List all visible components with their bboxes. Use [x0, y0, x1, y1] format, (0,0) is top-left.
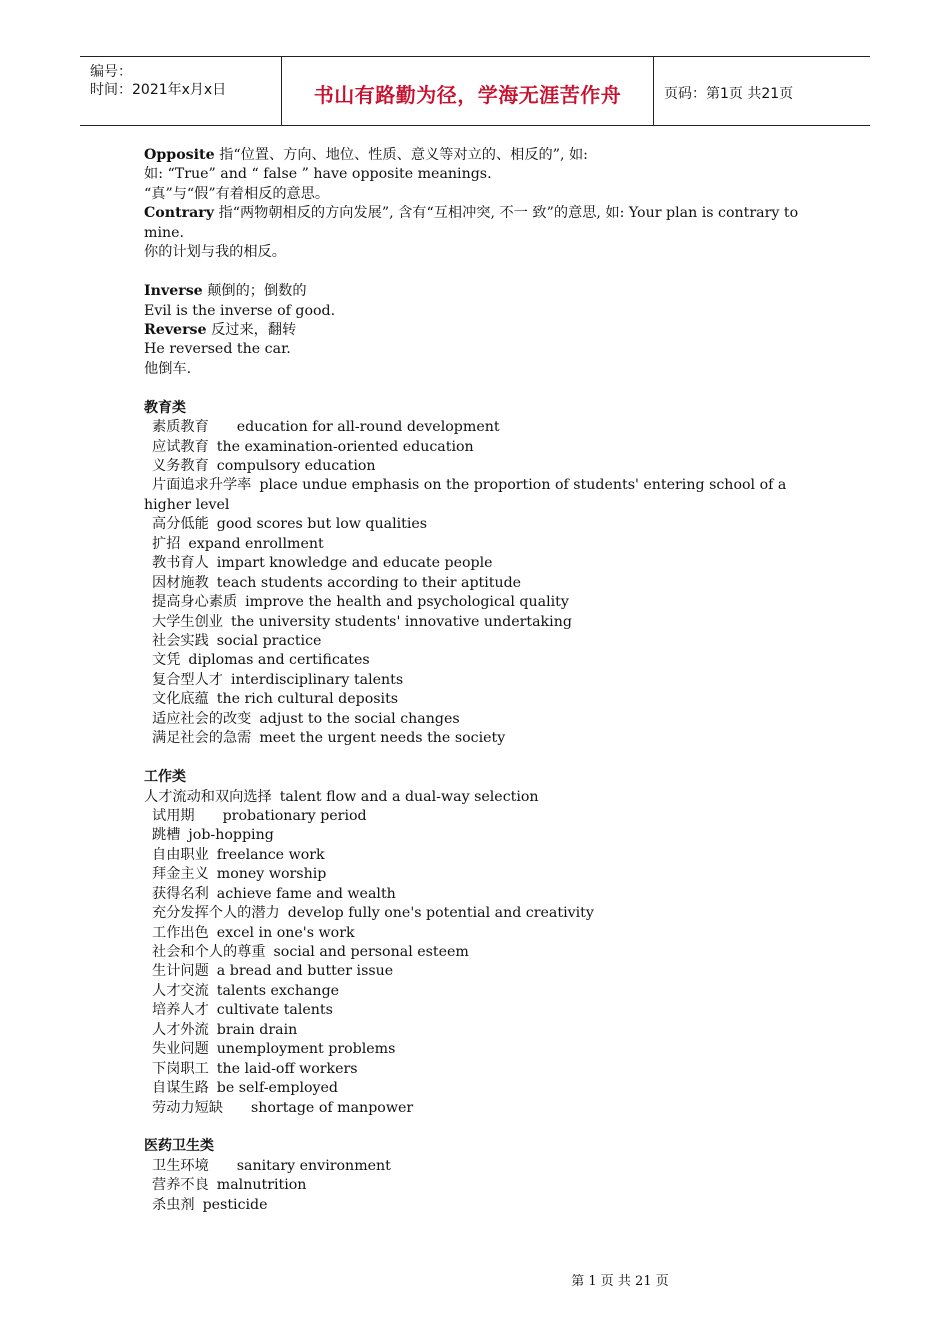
term-en: good scores but low qualities — [216, 516, 428, 533]
term-en: brain drain — [216, 1021, 298, 1038]
term-cn: 片面追求升学率 — [152, 477, 252, 494]
term-cn: 高分低能 — [152, 516, 209, 533]
section-title-education: 教育类 — [144, 399, 186, 416]
document-body — [144, 146, 804, 1215]
term-en: place undue emphasis on the proportion of students' entering school of a higher level — [144, 477, 787, 513]
term-en: impart knowledge and educate people — [216, 555, 493, 572]
term-cn: 试用期 — [152, 807, 195, 824]
list-item — [144, 613, 804, 632]
header-meta-cell — [80, 57, 282, 125]
term-en: achieve fame and wealth — [216, 885, 396, 902]
opposite-def-text: 指“位置、方向、地位、性质、意义等对立的、相反的”, 如: — [214, 147, 588, 163]
document-date-label: 时间：2021年x月x日 — [90, 82, 227, 98]
inverse-definition — [144, 282, 804, 301]
list-item — [144, 865, 804, 884]
term-cn: 人才外流 — [152, 1021, 209, 1038]
list-item — [144, 554, 804, 573]
page-footer: 第 1 页 共 21 页 — [571, 1274, 669, 1289]
term-cn: 提高身心素质 — [152, 594, 238, 611]
term-cn: 卫生环境 — [152, 1157, 209, 1174]
term-cn: 生计问题 — [152, 963, 209, 980]
term-en: teach students according to their aptitude — [216, 574, 522, 591]
term-cn: 营养不良 — [152, 1177, 209, 1194]
list-item — [144, 826, 804, 845]
list-item — [144, 457, 804, 476]
term-en: money worship — [216, 866, 327, 883]
header-motto-cell — [282, 57, 654, 125]
term-cn: 扩招 — [152, 535, 181, 552]
term-en: develop fully one's potential and creativity — [287, 905, 594, 922]
inverse-def-text: 颠倒的；倒数的 — [202, 283, 307, 300]
list-item — [144, 476, 804, 515]
list-item — [144, 671, 804, 690]
term-cn: 复合型人才 — [152, 671, 223, 688]
list-item — [144, 943, 804, 962]
term-en: job-hopping — [188, 827, 274, 844]
list-item — [144, 515, 804, 534]
list-item — [144, 1099, 804, 1118]
section-title-medical: 医药卫生类 — [144, 1138, 214, 1155]
list-item — [144, 418, 804, 437]
reverse-example-cn: 他倒车. — [144, 360, 192, 377]
term-en: social and personal esteem — [273, 944, 469, 960]
term-cn: 适应社会的改变 — [152, 710, 252, 727]
term-cn: 失业问题 — [152, 1041, 209, 1058]
term-en: malnutrition — [216, 1177, 307, 1194]
term-cn: 下岗职工 — [152, 1060, 209, 1077]
term-cn: 文凭 — [152, 652, 181, 669]
contrary-def-text: 指“两物朝相反的方向发展”, 含有“互相冲突, 不一 致”的意思, 如: Your plan is contrary to mine. — [144, 205, 799, 241]
term-cn: 应试教育 — [152, 438, 209, 455]
term-cn: 劳动力短缺 — [152, 1099, 223, 1116]
opposite-example-cn: “真”与“假”有着相反的意思。 — [144, 185, 330, 202]
term-en: the rich cultural deposits — [216, 691, 399, 708]
list-item — [144, 1176, 804, 1195]
term-en: a bread and butter issue — [216, 963, 394, 980]
list-item — [144, 1060, 804, 1079]
term-en: social practice — [216, 633, 322, 649]
list-item — [144, 904, 804, 923]
list-item — [144, 807, 804, 826]
list-item — [144, 690, 804, 709]
term-en: education for all-round development — [236, 419, 500, 436]
contrary-example-cn: 你的计划与我的相反。 — [144, 244, 286, 261]
term-cn: 工作出色 — [152, 924, 209, 941]
reverse-def-text: 反过来，翻转 — [206, 321, 297, 338]
term-en: shortage of manpower — [250, 1099, 414, 1116]
list-item — [144, 535, 804, 554]
list-item — [144, 885, 804, 904]
term-en: expand enrollment — [188, 535, 324, 552]
term-en: interdisciplinary talents — [230, 671, 404, 688]
list-item — [144, 1079, 804, 1098]
term-en: freelance work — [216, 846, 325, 863]
education-term-list — [144, 418, 804, 748]
term-cn: 自由职业 — [152, 846, 209, 863]
term-en: sanitary environment — [236, 1157, 391, 1174]
term-en: meet the urgent needs the society — [259, 730, 506, 747]
header-page-cell — [654, 57, 870, 125]
term-reverse: Reverse — [144, 321, 207, 338]
work-term-list — [144, 807, 804, 1118]
term-cn: 跳槽 — [152, 827, 181, 844]
term-cn: 获得名利 — [152, 885, 209, 902]
term-cn: 教书育人 — [152, 555, 209, 572]
list-item — [144, 574, 804, 593]
term-cn: 社会实践 — [152, 633, 209, 649]
reverse-definition — [144, 321, 804, 340]
list-item — [144, 1196, 804, 1215]
list-item — [144, 846, 804, 865]
term-cn: 社会和个人的尊重 — [152, 944, 266, 960]
header-page-info: 页码：第1页 共21页 — [664, 86, 794, 102]
term-en: the university students' innovative undertaking — [230, 613, 572, 630]
term-inverse: Inverse — [144, 283, 203, 300]
term-en: cultivate talents — [216, 1002, 333, 1019]
term-en: adjust to the social changes — [259, 710, 460, 727]
list-item — [144, 593, 804, 612]
list-item — [144, 632, 804, 651]
list-item — [144, 1001, 804, 1020]
term-cn: 素质教育 — [152, 419, 209, 436]
opposite-example-en: 如: “True” and “ false ” have opposite meanings. — [144, 166, 492, 183]
term-en: talents exchange — [216, 982, 340, 999]
term-cn: 充分发挥个人的潜力 — [152, 905, 280, 922]
list-item — [144, 1157, 804, 1176]
reverse-example-en: He reversed the car. — [144, 341, 291, 358]
contrary-definition — [144, 204, 804, 243]
section-title-work: 工作类 — [144, 769, 186, 786]
term-cn: 自谋生路 — [152, 1080, 209, 1097]
list-item — [144, 438, 804, 457]
term-en: probationary period — [222, 807, 367, 824]
term-en: improve the health and psychological quality — [245, 594, 569, 611]
term-opposite: Opposite — [144, 147, 215, 163]
term-en: the examination-oriented education — [216, 438, 474, 455]
opposite-definition — [144, 146, 804, 165]
term-cn: 拜金主义 — [152, 866, 209, 883]
list-item — [144, 962, 804, 981]
term-cn: 人才交流 — [152, 982, 209, 999]
term-cn: 大学生创业 — [152, 613, 223, 630]
list-item — [144, 788, 804, 807]
list-item — [144, 710, 804, 729]
term-en: unemployment problems — [216, 1041, 396, 1058]
term-cn: 满足社会的急需 — [152, 730, 252, 747]
term-cn: 因材施教 — [152, 574, 209, 591]
document-number-label: 编号： — [90, 64, 132, 80]
inverse-example: Evil is the inverse of good. — [144, 302, 336, 319]
term-en: the laid-off workers — [216, 1060, 358, 1077]
list-item — [144, 1021, 804, 1040]
header-motto: 书山有路勤为径，学海无涯苦作舟 — [313, 83, 622, 107]
term-en: be self-employed — [216, 1080, 339, 1097]
term-cn: 义务教育 — [152, 458, 209, 475]
term-contrary: Contrary — [144, 205, 215, 222]
term-en: talent flow and a dual-way selection — [279, 788, 539, 805]
term-cn: 杀虫剂 — [152, 1196, 195, 1213]
term-cn: 人才流动和双向选择 — [144, 788, 272, 805]
list-item — [144, 924, 804, 943]
term-en: excel in one's work — [216, 924, 355, 941]
document-header — [80, 56, 870, 126]
term-en: pesticide — [202, 1196, 268, 1213]
term-en: compulsory education — [216, 458, 376, 475]
list-item — [144, 1040, 804, 1059]
list-item — [144, 729, 804, 748]
medical-term-list — [144, 1157, 804, 1215]
list-item — [144, 982, 804, 1001]
list-item — [144, 651, 804, 670]
term-cn: 文化底蕴 — [152, 691, 209, 708]
term-en: diplomas and certificates — [188, 652, 370, 669]
term-cn: 培养人才 — [152, 1002, 209, 1019]
